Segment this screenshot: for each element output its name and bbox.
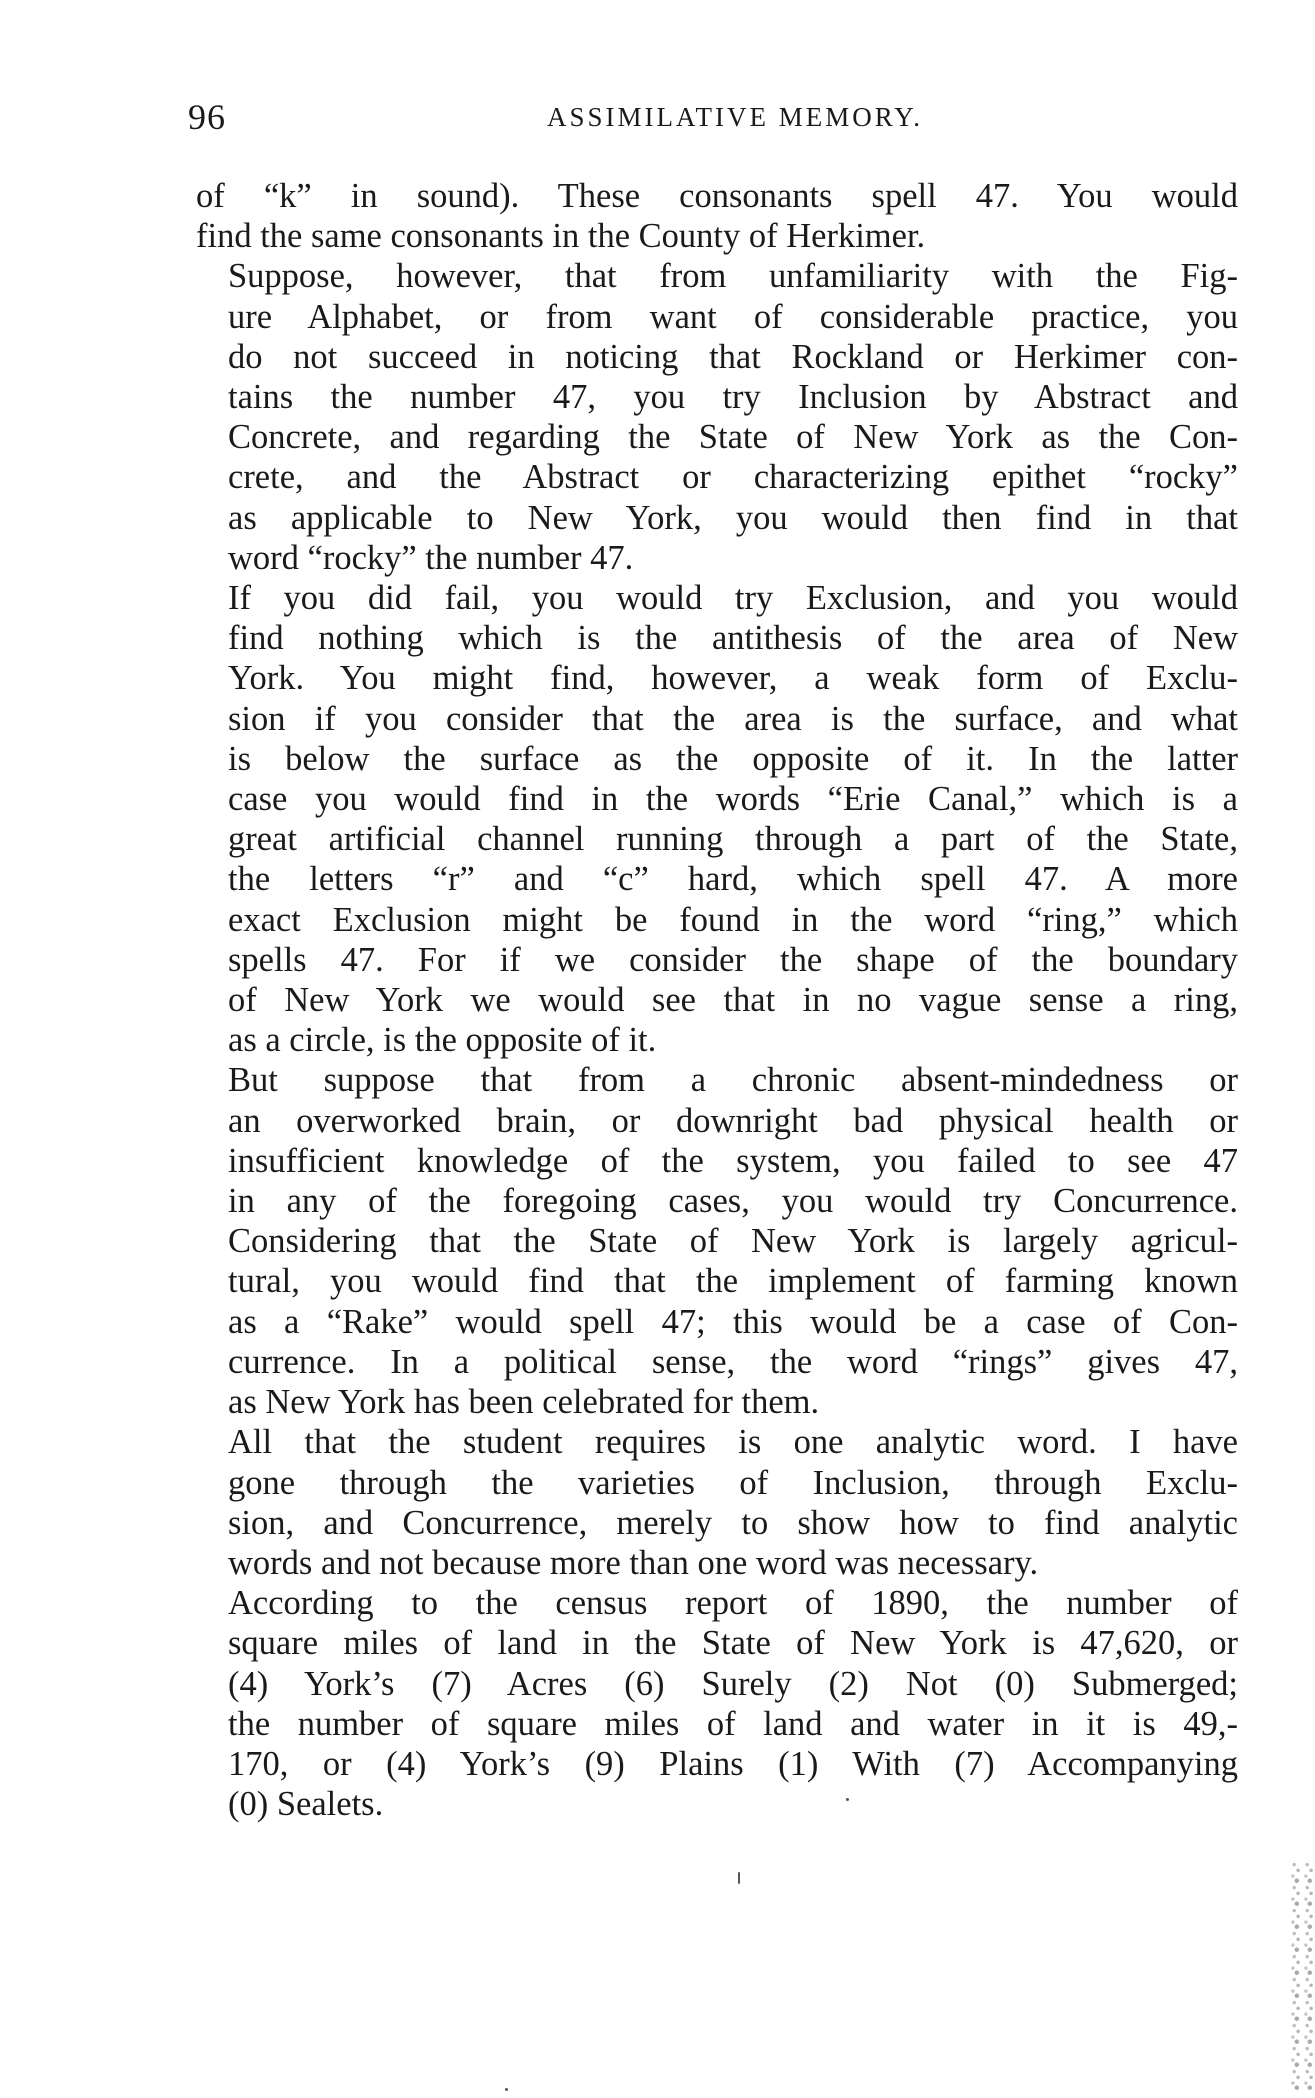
text-line: great artificial channel running through a part of the State, (228, 820, 1238, 859)
paragraph (180, 176, 1238, 256)
text-line: tains the number 47, you try Inclusion by Abstract and (228, 378, 1238, 417)
text-line: Suppose, however, that from unfamiliarity with the Fig- (228, 257, 1238, 296)
text-line: an overworked brain, or downright bad physical health or (228, 1101, 1238, 1140)
text-line: spells 47. For if we consider the shape of the boundary (228, 940, 1238, 979)
text-line: is below the surface as the opposite of it. In the latter (228, 739, 1238, 778)
paragraph (180, 1422, 1238, 1583)
text-line: exact Exclusion might be found in the word “ring,” which (228, 900, 1238, 939)
page-edge-noise (1289, 1860, 1315, 2090)
text-line: (4) York’s (7) Acres (6) Surely (2) Not (0) Submerged; (228, 1664, 1238, 1703)
page-number: 96 (188, 97, 226, 137)
paragraph (180, 1060, 1238, 1422)
running-head: ASSIMILATIVE MEMORY. (546, 102, 924, 132)
text-line: insufficient knowledge of the system, you failed to see 47 (228, 1141, 1238, 1180)
text-line: Concrete, and regarding the State of New York as the Con- (228, 418, 1238, 457)
text-line: gone through the varieties of Inclusion, through Exclu- (228, 1463, 1238, 1502)
text-line: case you would find in the words “Erie Canal,” which is a (228, 780, 1238, 819)
paragraph (180, 1583, 1238, 1824)
ink-speck (846, 1798, 849, 1801)
paragraph (180, 578, 1238, 1060)
ink-speck (738, 1872, 740, 1884)
text-line: of New York we would see that in no vague sense a ring, (228, 981, 1238, 1020)
text-line: sion if you consider that the area is the surface, and what (228, 699, 1238, 738)
body-text (180, 176, 1238, 1824)
text-line: as a circle, is the opposite of it. (228, 1021, 657, 1060)
text-line: the letters “r” and “c” hard, which spell 47. A more (228, 860, 1238, 899)
text-line: word “rocky” the number 47. (228, 538, 634, 577)
text-line: tural, you would find that the implement of farming known (228, 1262, 1238, 1301)
text-line: find the same consonants in the County of Herkimer. (196, 217, 926, 256)
text-line: in any of the foregoing cases, you would try Concurrence. (228, 1182, 1238, 1221)
text-line: sion, and Concurrence, merely to show how to find analytic (228, 1503, 1238, 1542)
text-line: Considering that the State of New York is largely agricul- (228, 1222, 1238, 1261)
text-line: the number of square miles of land and water in it is 49,- (228, 1704, 1238, 1743)
page-header (180, 96, 1230, 146)
text-line: York. You might find, however, a weak form of Exclu- (228, 659, 1238, 698)
text-line: words and not because more than one word was necessary. (228, 1543, 1039, 1582)
text-line: as applicable to New York, you would then find in that (228, 498, 1238, 537)
text-line: 170, or (4) York’s (9) Plains (1) With (7) Accompanying (228, 1744, 1238, 1783)
text-line: But suppose that from a chronic absent-mindedness or (228, 1061, 1238, 1100)
text-line: All that the student requires is one analytic word. I have (228, 1423, 1238, 1462)
text-line: do not succeed in noticing that Rockland or Herkimer con- (228, 337, 1238, 376)
ink-speck (505, 2088, 508, 2091)
text-line: According to the census report of 1890, the number of (228, 1584, 1238, 1623)
text-line: crete, and the Abstract or characterizing epithet “rocky” (228, 458, 1238, 497)
text-line: square miles of land in the State of New York is 47,620, or (228, 1624, 1238, 1663)
paragraph (180, 256, 1238, 578)
text-line: as New York has been celebrated for them. (228, 1383, 820, 1422)
text-line: currence. In a political sense, the word “rings” gives 47, (228, 1342, 1238, 1381)
text-line: as a “Rake” would spell 47; this would be a case of Con- (228, 1302, 1238, 1341)
text-line: of “k” in sound). These consonants spell 47. You would (196, 177, 1238, 215)
text-line: find nothing which is the antithesis of the area of New (228, 619, 1238, 658)
text-line: ure Alphabet, or from want of considerable practice, you (228, 297, 1238, 336)
text-line: If you did fail, you would try Exclusion, and you would (228, 579, 1238, 618)
text-line: (0) Sealets. (228, 1785, 384, 1824)
